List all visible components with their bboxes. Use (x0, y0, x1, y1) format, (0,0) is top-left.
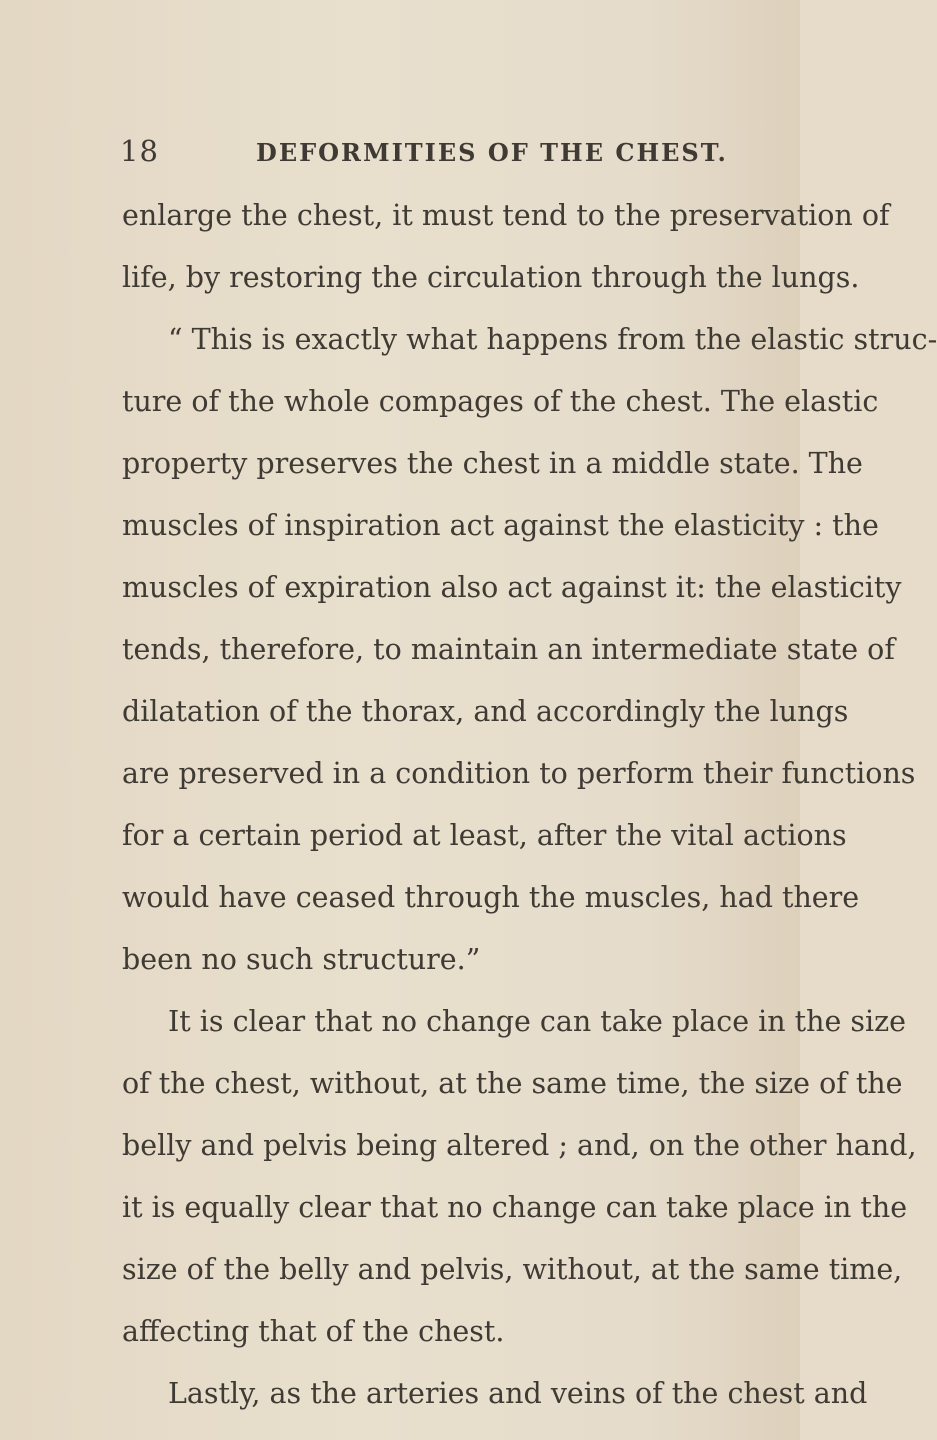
running-head: DEFORMITIES OF THE CHEST. (256, 138, 728, 167)
text-line: for a certain period at least, after the vital actions (122, 819, 847, 852)
text-line: of the chest, without, at the same time, the size of the (122, 1067, 903, 1100)
text-line: ture of the whole compages of the chest. The elastic (122, 385, 879, 418)
text-line: enlarge the chest, it must tend to the preservation of (122, 199, 890, 232)
text-line: been no such structure.” (122, 943, 481, 976)
text-line: dilatation of the thorax, and accordingly the lungs (122, 695, 849, 728)
text-line: size of the belly and pelvis, without, at the same time, (122, 1253, 903, 1286)
text-line: affecting that of the chest. (122, 1315, 505, 1348)
page-header (120, 134, 780, 174)
text-line: life, by restoring the circulation through the lungs. (122, 261, 860, 294)
text-line: muscles of inspiration act against the elasticity : the (122, 509, 879, 542)
text-line: It is clear that no change can take place in the size (168, 1005, 907, 1038)
text-line: property preserves the chest in a middle state. The (122, 447, 863, 480)
text-line: it is equally clear that no change can take place in the (122, 1191, 908, 1224)
text-line: would have ceased through the muscles, had there (122, 881, 860, 914)
text-line: belly and pelvis being altered ; and, on the other hand, (122, 1129, 917, 1162)
text-line: muscles of expiration also act against it: the elasticity (122, 571, 902, 604)
text-line: Lastly, as the arteries and veins of the chest and (168, 1377, 868, 1410)
text-line: tends, therefore, to maintain an intermediate state of (122, 633, 895, 666)
page-number: 18 (120, 134, 159, 168)
text-line: “ This is exactly what happens from the elastic struc- (168, 323, 937, 356)
text-line: are preserved in a condition to perform their functions (122, 757, 916, 790)
